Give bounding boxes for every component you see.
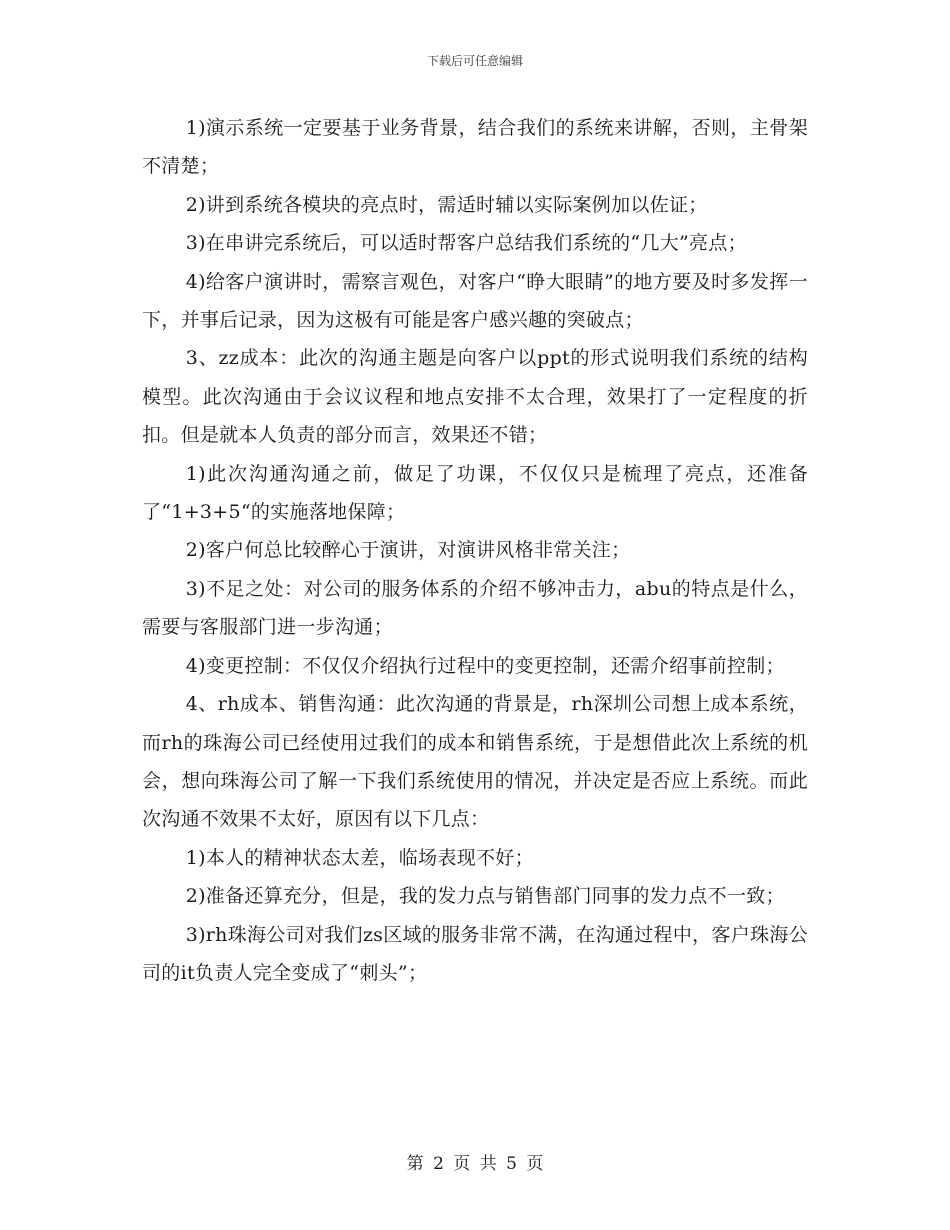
paragraph-3: 3)在串讲完系统后，可以适时帮客户总结我们系统的“几大”亮点； xyxy=(185,232,747,255)
paragraph-6: 1)此次沟通沟通之前，做足了功课，不仅仅只是梳理了亮点，还准备了“1+3+5“的实施落地保障； xyxy=(142,462,808,524)
document-body xyxy=(142,109,808,992)
paragraph-8: 3)不足之处：对公司的服务体系的介绍不够冲击力，abu的特点是什么，需要与客服部门进一步沟通； xyxy=(142,577,808,639)
paragraph-2: 2)讲到系统各模块的亮点时，需适时辅以实际案例加以佐证； xyxy=(185,193,708,216)
paragraph-11: 1)本人的精神状态太差，临场表现不好； xyxy=(185,846,534,869)
paragraph-7: 2)客户何总比较醉心于演讲，对演讲风格非常关注； xyxy=(185,539,631,562)
paragraph-1: 1)演示系统一定要基于业务背景，结合我们的系统来讲解，否则，主骨架不清楚； xyxy=(142,117,808,178)
page-header: 下载后可任意编辑 xyxy=(426,54,523,68)
paragraph-5: 3、zz成本：此次的沟通主题是向客户以ppt的形式说明我们系统的结构模型。此次沟通由于会议议程和地点安排不太合理，效果打了一定程度的折扣。但是就本人负责的部分而言，效果还不错； xyxy=(142,347,808,447)
paragraph-4: 4)给客户演讲时，需察言观色，对客户“睁大眼睛”的地方要及时多发挥一下，并事后记录，因为这极有可能是客户感兴趣的突破点； xyxy=(142,270,808,332)
page-number: 第 2 页 共 5 页 xyxy=(406,1154,544,1174)
paragraph-9: 4)变更控制：不仅仅介绍执行过程中的变更控制，还需介绍事前控制； xyxy=(185,654,785,677)
paragraph-12: 2)准备还算充分，但是，我的发力点与销售部门同事的发力点不一致； xyxy=(185,885,785,908)
paragraph-10: 4、rh成本、销售沟通：此次沟通的背景是，rh深圳公司想上成本系统，而rh的珠海公司已经使用过我们的成本和销售系统，于是想借此次上系统的机会，想向珠海公司了解一下我们系统使用的情况，并决定是否应上系统。而此次沟通不效果不太好，原因有以下几点： xyxy=(142,693,808,831)
paragraph-13: 3)rh珠海公司对我们zs区域的服务非常不满，在沟通过程中，客户珠海公司的it负责人完全变成了“刺头”； xyxy=(142,923,808,984)
